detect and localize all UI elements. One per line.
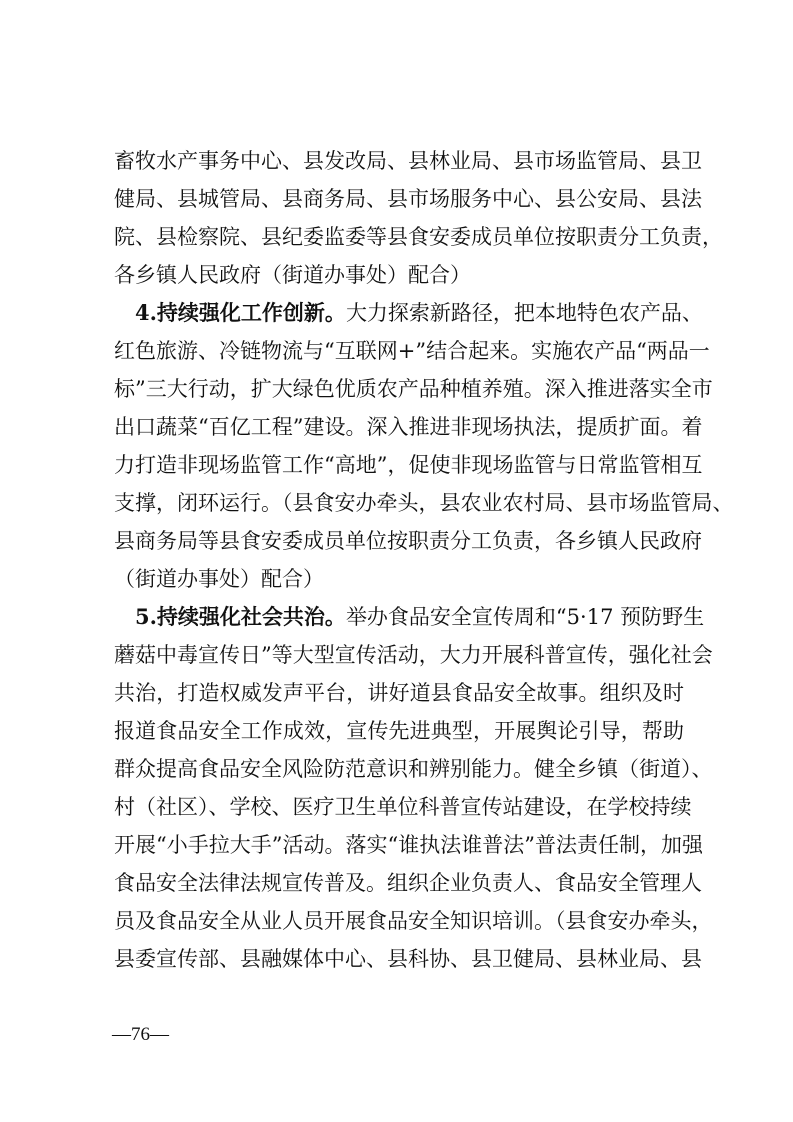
paragraph-line: （街道办事处）配合）	[114, 567, 324, 591]
paragraph-line: 红色旅游、冷链物流与“互联网+”结合起来。实施农产品“两品一	[114, 339, 710, 363]
paragraph-line: 畜牧水产事务中心、县发改局、县林业局、县市场监管局、县卫	[114, 149, 702, 173]
paragraph-line: 健局、县城管局、县商务局、县市场服务中心、县公安局、县法	[114, 187, 702, 211]
paragraph-line: 县委宣传部、县融媒体中心、县科协、县卫健局、县林业局、县	[114, 947, 702, 971]
paragraph-line: 标”三大行动，扩大绿色优质农产品种植养殖。深入推进落实全市	[114, 377, 713, 401]
paragraph-line: 村（社区）、学校、医疗卫生单位科普宣传站建设，在学校持续	[114, 795, 692, 819]
page-number: —76—	[112, 1024, 169, 1045]
paragraph-line: 支撑，闭环运行。（县食安办牵头，县农业农村局、县市场监管局、	[114, 491, 734, 515]
paragraph-line: 报道食品安全工作成效，宣传先进典型，开展舆论引导，帮助	[114, 719, 684, 743]
section-4-first-line	[135, 298, 703, 328]
paragraph-line: 县商务局等县食安委成员单位按职责分工负责，各乡镇人民政府	[114, 529, 702, 553]
paragraph-line: 开展“小手拉大手”活动。落实“谁执法谁普法”普法责任制，加强	[114, 833, 703, 857]
paragraph-line: 出口蔬菜“百亿工程”建设。深入推进非现场执法，提质扩面。着	[114, 415, 703, 439]
paragraph-line: 共治，打造权威发声平台，讲好道县食品安全故事。组织及时	[114, 681, 684, 705]
section-text: 举办食品安全宣传周和“5·17 预防野生	[345, 605, 705, 629]
paragraph-line: 群众提高食品安全风险防范意识和辨别能力。健全乡镇（街道）、	[114, 757, 713, 781]
paragraph-line: 食品安全法律法规宣传普及。组织企业负责人、食品安全管理人	[114, 871, 702, 895]
paragraph-line: 院、县检察院、县纪委监委等县食安委成员单位按职责分工负责，	[114, 225, 723, 249]
paragraph-line: 力打造非现场监管工作“高地”，促使非现场监管与日常监管相互	[114, 453, 703, 477]
section-heading: 4.持续强化工作创新。	[135, 300, 346, 325]
paragraph-line: 各乡镇人民政府（街道办事处）配合）	[114, 263, 471, 287]
paragraph-line: 员及食品安全从业人员开展食品安全知识培训。（县食安办牵头，	[114, 909, 713, 933]
paragraph-line: 蘑菇中毒宣传日”等大型宣传活动，大力开展科普宣传，强化社会	[114, 643, 713, 667]
section-text: 大力探索新路径，把本地特色农产品、	[345, 301, 703, 325]
section-heading: 5.持续强化社会共治。	[135, 604, 346, 629]
section-5-first-line	[135, 602, 705, 632]
